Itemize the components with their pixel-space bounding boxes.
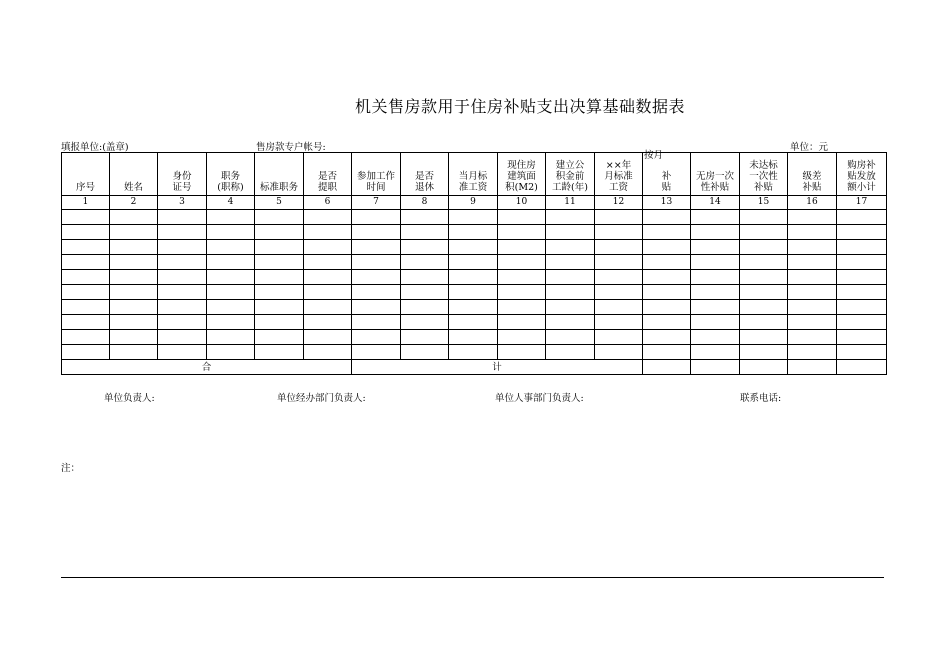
column-header xyxy=(255,153,304,196)
column-header-label: 序号 xyxy=(75,182,95,193)
table-cell[interactable] xyxy=(788,285,837,300)
table-cell[interactable] xyxy=(401,345,449,360)
table-cell[interactable] xyxy=(643,210,691,225)
table-cell[interactable] xyxy=(255,330,304,345)
column-number: 16 xyxy=(788,196,837,210)
table-cell[interactable] xyxy=(498,330,546,345)
table-cell[interactable] xyxy=(837,285,887,300)
table-cell[interactable] xyxy=(449,345,498,360)
table-cell[interactable] xyxy=(158,270,207,285)
table-cell[interactable] xyxy=(498,300,546,315)
table-cell[interactable] xyxy=(401,300,449,315)
column-header xyxy=(691,153,740,196)
table-cell[interactable] xyxy=(110,240,158,255)
table-row xyxy=(62,345,887,360)
table-cell[interactable] xyxy=(449,300,498,315)
column-header-label: 参加工作 时间 xyxy=(356,171,395,193)
table-cell[interactable] xyxy=(595,330,643,345)
table-cell[interactable] xyxy=(255,315,304,330)
table-cell[interactable] xyxy=(691,255,740,270)
table-cell[interactable] xyxy=(788,210,837,225)
column-header-label: ××年 月标准 工资 xyxy=(604,160,633,193)
table-cell[interactable] xyxy=(740,345,788,360)
table-cell[interactable] xyxy=(788,315,837,330)
table-cell[interactable] xyxy=(304,240,352,255)
column-number: 5 xyxy=(255,196,304,210)
table-cell[interactable] xyxy=(498,345,546,360)
table-cell[interactable] xyxy=(352,225,401,240)
column-header xyxy=(158,153,207,196)
table-cell[interactable] xyxy=(110,345,158,360)
column-header-label: 是否 退休 xyxy=(414,171,434,193)
table-cell[interactable] xyxy=(352,285,401,300)
table-cell[interactable] xyxy=(304,315,352,330)
table-cell[interactable] xyxy=(449,255,498,270)
column-header xyxy=(837,153,887,196)
table-cell[interactable] xyxy=(449,315,498,330)
header-row xyxy=(62,153,887,196)
table-cell[interactable] xyxy=(837,315,887,330)
table-cell[interactable] xyxy=(401,240,449,255)
column-header-label: 是否 提职 xyxy=(317,171,337,193)
table-cell[interactable] xyxy=(740,270,788,285)
table-cell[interactable] xyxy=(255,225,304,240)
table-cell[interactable] xyxy=(304,345,352,360)
table-cell[interactable] xyxy=(449,210,498,225)
column-number: 9 xyxy=(449,196,498,210)
table-cell[interactable] xyxy=(691,300,740,315)
table-cell[interactable] xyxy=(304,255,352,270)
column-header xyxy=(498,153,546,196)
column-header-label: 无房一次 性补贴 xyxy=(695,171,734,193)
account-label: 售房款专户帐号: xyxy=(256,142,326,153)
table-cell[interactable] xyxy=(62,225,110,240)
table-cell[interactable] xyxy=(546,345,595,360)
table-cell[interactable] xyxy=(401,255,449,270)
table-cell[interactable] xyxy=(110,255,158,270)
table-cell[interactable] xyxy=(352,330,401,345)
table-cell[interactable] xyxy=(158,300,207,315)
table-cell[interactable] xyxy=(740,330,788,345)
table-cell[interactable] xyxy=(546,210,595,225)
column-header xyxy=(62,153,110,196)
table-cell[interactable] xyxy=(110,315,158,330)
table-cell[interactable] xyxy=(595,255,643,270)
table-cell[interactable] xyxy=(498,210,546,225)
table-cell[interactable] xyxy=(691,270,740,285)
table-cell[interactable] xyxy=(207,285,255,300)
table-cell[interactable] xyxy=(595,240,643,255)
table-cell[interactable] xyxy=(352,210,401,225)
table-cell[interactable] xyxy=(643,300,691,315)
table-cell[interactable] xyxy=(691,285,740,300)
column-header-label: 补 贴 xyxy=(661,171,672,193)
table-cell[interactable] xyxy=(691,345,740,360)
column-header-label: 现住房 建筑面 积(M2) xyxy=(505,160,538,193)
column-header xyxy=(595,153,643,196)
table-cell[interactable] xyxy=(498,225,546,240)
table-cell[interactable] xyxy=(401,285,449,300)
table-cell[interactable] xyxy=(546,315,595,330)
table-cell[interactable] xyxy=(498,285,546,300)
column-header-label: 级差 补贴 xyxy=(802,171,822,193)
table-cell[interactable] xyxy=(788,225,837,240)
note-label: 注： xyxy=(61,463,81,474)
table-cell[interactable] xyxy=(837,210,887,225)
anmu-label: 按月 xyxy=(644,150,664,161)
table-cell[interactable] xyxy=(255,300,304,315)
table-cell[interactable] xyxy=(401,210,449,225)
table-cell[interactable] xyxy=(643,330,691,345)
table-cell[interactable] xyxy=(740,255,788,270)
table-cell[interactable] xyxy=(498,270,546,285)
table-cell[interactable] xyxy=(691,315,740,330)
table-cell[interactable] xyxy=(788,345,837,360)
column-header-label: 建立公 积金前 工龄(年) xyxy=(552,160,588,193)
table-cell[interactable] xyxy=(643,240,691,255)
table-cell[interactable] xyxy=(498,255,546,270)
table-cell[interactable] xyxy=(643,315,691,330)
column-header-label: 身份 证号 xyxy=(172,171,192,193)
table-cell[interactable] xyxy=(837,345,887,360)
table-cell[interactable] xyxy=(255,345,304,360)
table-cell[interactable] xyxy=(837,255,887,270)
table-cell[interactable] xyxy=(788,270,837,285)
table-cell[interactable] xyxy=(595,345,643,360)
fill-unit-label: 填报单位:(盖章) xyxy=(61,142,129,153)
table-cell[interactable] xyxy=(449,330,498,345)
table-cell[interactable] xyxy=(304,285,352,300)
table-cell[interactable] xyxy=(110,225,158,240)
table-cell[interactable] xyxy=(62,300,110,315)
table-cell[interactable] xyxy=(158,330,207,345)
table-row xyxy=(62,210,887,225)
table-cell[interactable] xyxy=(788,300,837,315)
column-header xyxy=(304,153,352,196)
table-cell[interactable] xyxy=(110,270,158,285)
column-number: 17 xyxy=(837,196,887,210)
table-cell[interactable] xyxy=(304,210,352,225)
table-cell[interactable] xyxy=(304,270,352,285)
table-cell[interactable] xyxy=(546,270,595,285)
table-cell[interactable] xyxy=(837,300,887,315)
table-cell[interactable] xyxy=(207,330,255,345)
table-cell[interactable] xyxy=(837,225,887,240)
table-cell[interactable] xyxy=(352,255,401,270)
total-label-left: 合 xyxy=(62,360,352,375)
table-cell[interactable] xyxy=(691,225,740,240)
table-cell[interactable] xyxy=(643,345,691,360)
table-cell[interactable] xyxy=(788,330,837,345)
column-number: 13 xyxy=(643,196,691,210)
column-number: 6 xyxy=(304,196,352,210)
table-cell[interactable] xyxy=(691,210,740,225)
table-row xyxy=(62,270,887,285)
table-cell[interactable] xyxy=(304,225,352,240)
page-title: 机关售房款用于住房补贴支出决算基础数据表 xyxy=(354,97,685,116)
table-cell[interactable] xyxy=(62,210,110,225)
column-number: 14 xyxy=(691,196,740,210)
table-cell[interactable] xyxy=(546,225,595,240)
column-number: 1 xyxy=(62,196,110,210)
table-cell[interactable] xyxy=(207,300,255,315)
table-cell[interactable] xyxy=(788,240,837,255)
table-cell[interactable] xyxy=(449,240,498,255)
table-cell[interactable] xyxy=(691,240,740,255)
column-header-label: 职务 (职称) xyxy=(217,171,244,193)
column-number: 3 xyxy=(158,196,207,210)
table-cell[interactable] xyxy=(595,270,643,285)
table-cell[interactable] xyxy=(837,330,887,345)
column-number: 2 xyxy=(110,196,158,210)
column-header xyxy=(788,153,837,196)
table-cell[interactable] xyxy=(401,315,449,330)
column-header-label: 未达标 一次性 补贴 xyxy=(749,160,778,193)
table-cell[interactable] xyxy=(255,270,304,285)
column-number: 15 xyxy=(740,196,788,210)
table-cell[interactable] xyxy=(158,285,207,300)
table-cell[interactable] xyxy=(788,255,837,270)
table-cell[interactable] xyxy=(740,300,788,315)
table-cell[interactable] xyxy=(207,345,255,360)
table-cell[interactable] xyxy=(304,300,352,315)
table-cell[interactable] xyxy=(546,240,595,255)
table-cell[interactable] xyxy=(207,255,255,270)
column-number: 11 xyxy=(546,196,595,210)
table-cell[interactable] xyxy=(595,315,643,330)
table-cell[interactable] xyxy=(643,285,691,300)
table-cell[interactable] xyxy=(740,285,788,300)
column-header xyxy=(401,153,449,196)
table-cell[interactable] xyxy=(110,330,158,345)
table-cell[interactable] xyxy=(255,285,304,300)
column-header xyxy=(352,153,401,196)
table-cell[interactable] xyxy=(62,255,110,270)
table-cell[interactable] xyxy=(740,240,788,255)
table-cell[interactable] xyxy=(595,300,643,315)
table-cell[interactable] xyxy=(595,285,643,300)
table-row xyxy=(62,240,887,255)
table-cell[interactable] xyxy=(449,285,498,300)
table-cell[interactable] xyxy=(255,240,304,255)
table-cell[interactable] xyxy=(352,345,401,360)
total-cell[interactable] xyxy=(788,360,837,375)
table-cell[interactable] xyxy=(401,225,449,240)
total-cell[interactable] xyxy=(691,360,740,375)
table-cell[interactable] xyxy=(546,300,595,315)
table-cell[interactable] xyxy=(255,210,304,225)
table-row xyxy=(62,255,887,270)
table-cell[interactable] xyxy=(62,330,110,345)
table-cell[interactable] xyxy=(837,270,887,285)
table-cell[interactable] xyxy=(158,210,207,225)
table-cell[interactable] xyxy=(449,270,498,285)
table-cell[interactable] xyxy=(110,300,158,315)
table-cell[interactable] xyxy=(546,255,595,270)
table-cell[interactable] xyxy=(595,210,643,225)
table-cell[interactable] xyxy=(62,345,110,360)
table-cell[interactable] xyxy=(352,300,401,315)
total-label-right: 计 xyxy=(352,360,643,375)
table-cell[interactable] xyxy=(207,240,255,255)
table-cell[interactable] xyxy=(643,255,691,270)
column-header xyxy=(449,153,498,196)
column-number: 4 xyxy=(207,196,255,210)
unit-head-signature: 单位负责人: xyxy=(104,393,155,404)
table-cell[interactable] xyxy=(449,225,498,240)
table-cell[interactable] xyxy=(62,315,110,330)
table-cell[interactable] xyxy=(643,270,691,285)
unit-label: 单位：元 xyxy=(790,142,829,153)
table-cell[interactable] xyxy=(740,225,788,240)
table-cell[interactable] xyxy=(62,240,110,255)
table-cell[interactable] xyxy=(740,315,788,330)
column-number: 7 xyxy=(352,196,401,210)
table-cell[interactable] xyxy=(352,240,401,255)
table-cell[interactable] xyxy=(546,330,595,345)
column-number-row xyxy=(62,196,887,210)
table-cell[interactable] xyxy=(740,210,788,225)
table-cell[interactable] xyxy=(352,315,401,330)
table-cell[interactable] xyxy=(691,330,740,345)
hr-dept-head-signature: 单位人事部门负责人: xyxy=(495,393,584,404)
table-cell[interactable] xyxy=(304,330,352,345)
column-header xyxy=(110,153,158,196)
column-header xyxy=(740,153,788,196)
column-header-label: 标准职务 xyxy=(259,182,298,193)
table-cell[interactable] xyxy=(401,330,449,345)
table-cell[interactable] xyxy=(498,315,546,330)
table-cell[interactable] xyxy=(352,270,401,285)
column-header-label: 姓名 xyxy=(123,182,143,193)
table-cell[interactable] xyxy=(158,240,207,255)
table-cell[interactable] xyxy=(158,315,207,330)
table-cell[interactable] xyxy=(62,285,110,300)
table-cell[interactable] xyxy=(110,210,158,225)
table-cell[interactable] xyxy=(546,285,595,300)
phone-label: 联系电话: xyxy=(740,393,782,404)
table-cell[interactable] xyxy=(158,255,207,270)
table-cell[interactable] xyxy=(62,270,110,285)
table-cell[interactable] xyxy=(255,255,304,270)
table-row xyxy=(62,330,887,345)
table-cell[interactable] xyxy=(110,285,158,300)
total-cell[interactable] xyxy=(643,360,691,375)
column-number: 8 xyxy=(401,196,449,210)
column-number: 12 xyxy=(595,196,643,210)
table-cell[interactable] xyxy=(207,270,255,285)
table-cell[interactable] xyxy=(643,225,691,240)
table-cell[interactable] xyxy=(498,240,546,255)
table-cell[interactable] xyxy=(207,315,255,330)
table-cell[interactable] xyxy=(207,225,255,240)
total-cell[interactable] xyxy=(837,360,887,375)
column-header-label: 当月标 准工资 xyxy=(458,171,488,193)
column-header-label: 购房补 贴发放 额小计 xyxy=(847,160,876,193)
table-cell[interactable] xyxy=(837,240,887,255)
table-cell[interactable] xyxy=(158,225,207,240)
table-cell[interactable] xyxy=(158,345,207,360)
handling-dept-head-signature: 单位经办部门负责人: xyxy=(277,393,366,404)
footer-rule xyxy=(61,577,884,578)
table-row xyxy=(62,285,887,300)
table-cell[interactable] xyxy=(401,270,449,285)
total-cell[interactable] xyxy=(740,360,788,375)
table-cell[interactable] xyxy=(207,210,255,225)
total-row xyxy=(62,360,887,375)
table-row xyxy=(62,300,887,315)
table-row xyxy=(62,315,887,330)
column-header xyxy=(207,153,255,196)
column-number: 10 xyxy=(498,196,546,210)
table-row xyxy=(62,225,887,240)
table-cell[interactable] xyxy=(595,225,643,240)
data-table xyxy=(61,152,887,375)
column-header xyxy=(546,153,595,196)
